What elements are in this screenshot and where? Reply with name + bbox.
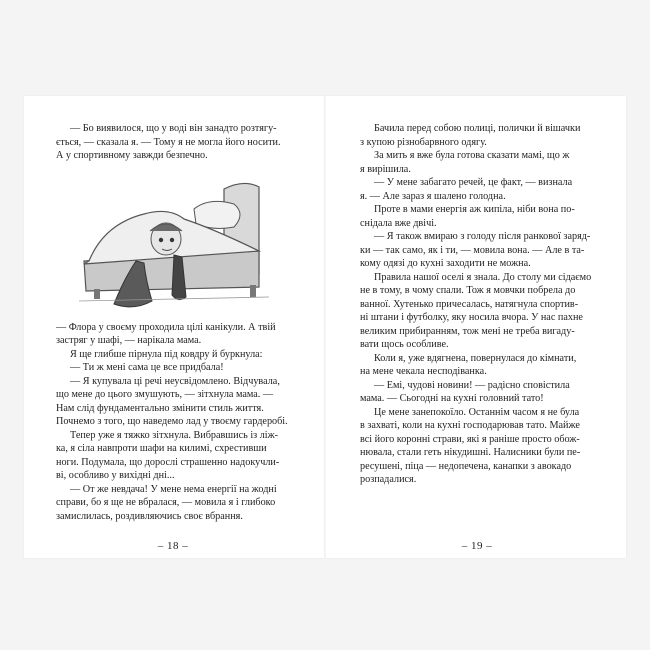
text-line: мама. — Сьогодні на кухні головний тато! xyxy=(360,393,544,404)
text-line: снідала вже двічі. xyxy=(360,217,437,229)
text-line: справи, бо я ще не вбралася, — мовила я і глибоко xyxy=(56,497,276,508)
text-line: За мить я вже була готова сказати мамі, що ж xyxy=(374,150,570,161)
text-line: Проте в мами енергія аж кипіла, ніби вона по- xyxy=(374,204,575,215)
text-line: ки — так само, як і ти, — мовила вона. — Але в та- xyxy=(360,244,585,256)
text-line: я. — Але зараз я шалено голодна. xyxy=(360,190,506,202)
text-line: ні штани і футболку, яку носила вчора. У нас пахне xyxy=(360,312,583,323)
text-line: Я ще глибше пірнула під ковдру й буркнула: xyxy=(70,348,263,360)
text-line: ві, особливо у вихідні дні... xyxy=(56,470,175,481)
text-line: не в тому, в чому спали. Тож я мовчки побрела до xyxy=(360,285,576,296)
book-gutter xyxy=(324,96,326,558)
text-line: — Бо виявилося, що у воді він занадто розтягу- xyxy=(70,123,277,134)
text-line: — У мене забагато речей, це факт, — визнала xyxy=(374,177,573,188)
text-line: Нам слід фундаментально змінити стиль життя. xyxy=(56,402,264,414)
text-line: Тепер уже я тяжко зітхнула. Вибравшись із ліж- xyxy=(70,429,279,441)
text-line: ється, — сказала я. — Тому я не могла його носити. xyxy=(56,136,281,148)
bed-drawing xyxy=(74,169,274,319)
text-line: — Ти ж мені сама це все придбала! xyxy=(70,362,224,373)
text-line: — От же невдача! У мене нема енергії на жодні xyxy=(70,483,277,495)
text-line: ноги. Подумала, що дорослі страшенно надокучли- xyxy=(56,456,280,468)
text-line: — Я також вмираю з голоду після ранкової заряд- xyxy=(374,231,591,242)
text-line: в захваті, коли на кухні господарював тато. Майже xyxy=(360,420,580,431)
text-line: вати щось особливе. xyxy=(360,339,449,350)
text-line: ка, я сіла навпроти шафи на килимі, схрестивши xyxy=(56,443,267,454)
text-line: Правила нашої оселі я знала. До столу ми сідаємо xyxy=(374,271,592,283)
text-line: я вирішила. xyxy=(360,163,411,175)
text-line: замислилась, роздивляючись своє вбрання. xyxy=(56,510,243,522)
text-line: застряг у шафі, — нарікала мама. xyxy=(56,335,202,346)
text-line: нювала, стали геть нікудишні. Налисники були пе- xyxy=(360,447,581,458)
book-spread xyxy=(24,96,626,558)
text-line: А у спортивному завжди безпечно. xyxy=(56,150,208,161)
text-line: що мене до цього змушують, — зітхнула мама. — xyxy=(56,389,274,400)
text-line: ванної. Хутенько причесалась, натягнула спортив- xyxy=(360,298,579,310)
girl-under-blanket-illustration xyxy=(56,169,290,319)
text-line: Бачила перед собою полиці, полички й вішачки xyxy=(374,123,581,134)
text-line: Коли я, уже вдягнена, повернулася до кімнати, xyxy=(374,352,577,364)
text-line: Це мене занепокоїло. Останнім часом я не була xyxy=(374,406,580,418)
text-line: — Флора у своєму проходила цілі канікули. А твій xyxy=(56,321,276,333)
text-line: Почнемо з того, що наведемо лад у твоєму гардеробі. xyxy=(56,416,288,427)
text-line: з купою різнобарвного одягу. xyxy=(360,136,487,148)
right-page xyxy=(360,122,594,552)
text-line: — Я купувала ці речі неусвідомлено. Відчувала, xyxy=(70,375,280,387)
text-line: розпадалися. xyxy=(360,474,417,485)
left-page xyxy=(56,122,290,552)
page-number: – 18 – xyxy=(157,540,189,552)
text-line: кому одязі до кухні заходити не можна. xyxy=(360,258,531,269)
text-line: — Емі, чудові новини! — радісно сповістила xyxy=(374,379,570,391)
text-line: всі його коронні страви, які я раніше просто обож- xyxy=(360,433,580,445)
text-line: ресушені, піца — недопечена, канапки з авокадо xyxy=(360,460,572,472)
text-line: великим прибиранням, тож мені не треба вигаду- xyxy=(360,325,575,337)
page-number: – 19 – xyxy=(461,540,493,552)
text-line: на мене чекала несподіванка. xyxy=(360,366,487,377)
